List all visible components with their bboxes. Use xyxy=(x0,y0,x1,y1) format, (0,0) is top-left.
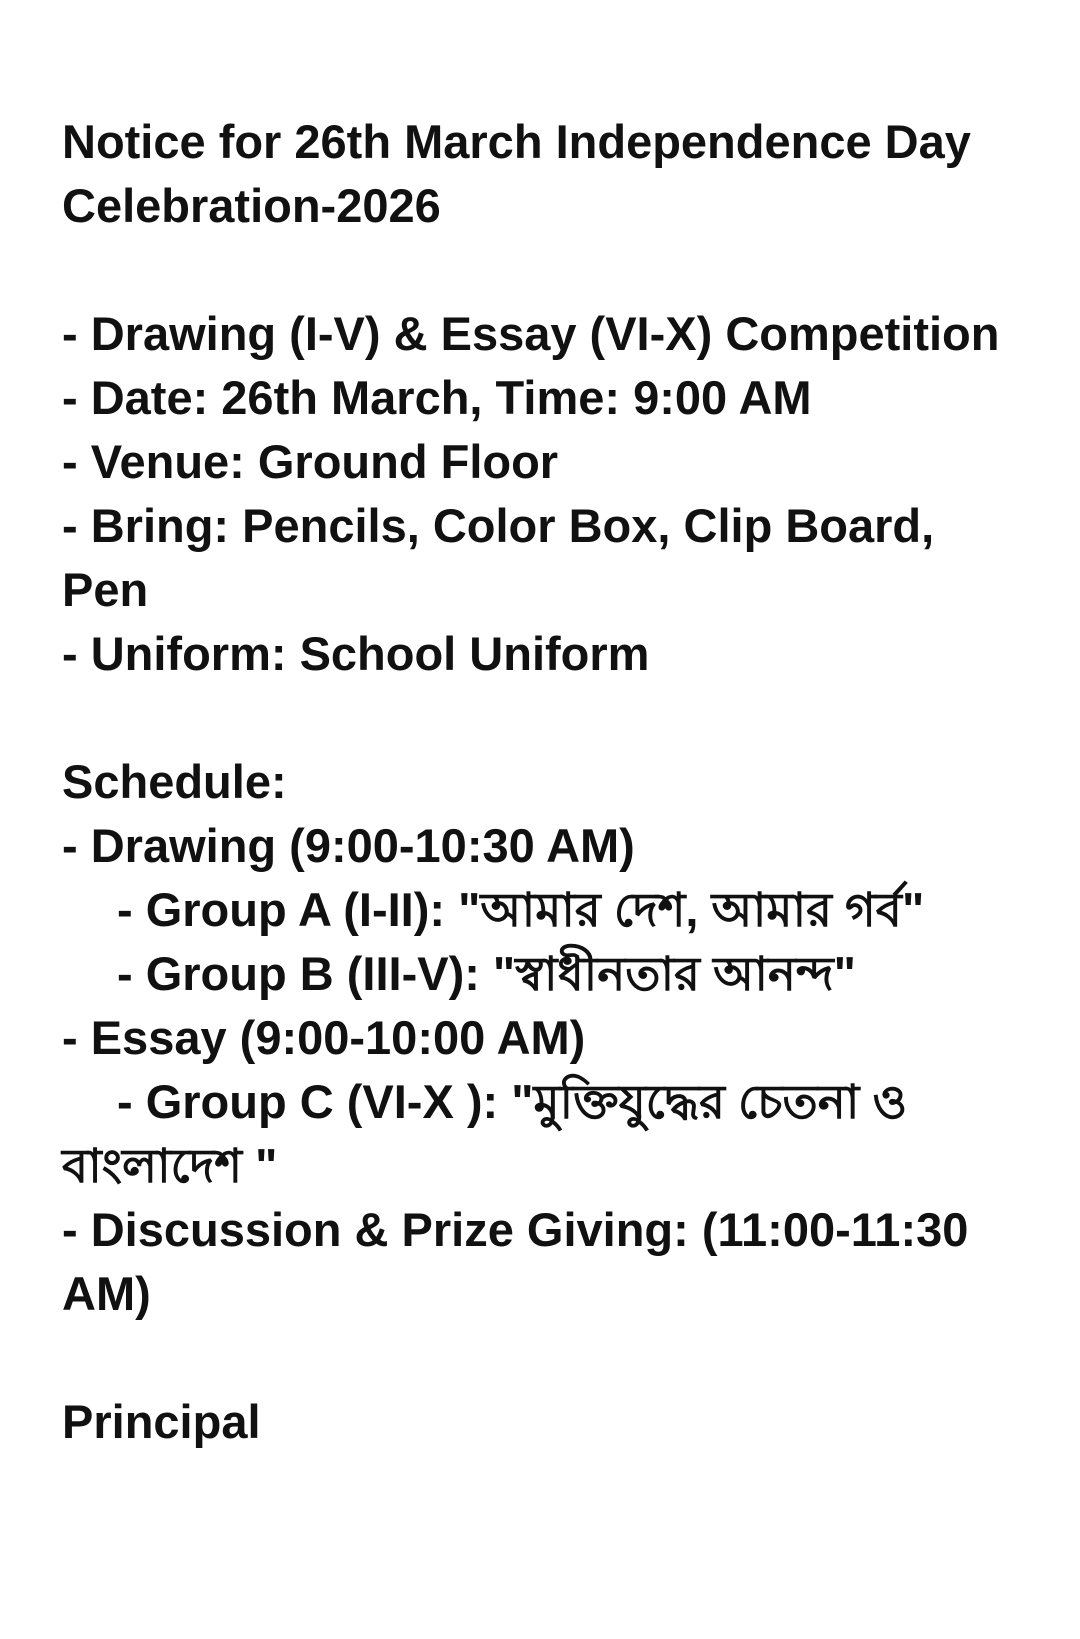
signature: Principal xyxy=(62,1395,261,1448)
detail-bring: - Bring: Pencils, Color Box, Clip Board, xyxy=(62,499,935,552)
schedule-discussion: - Discussion & Prize Giving: (11:00-11:30 xyxy=(62,1203,969,1256)
spacer xyxy=(62,238,1032,302)
schedule-discussion-continued: AM) xyxy=(62,1267,151,1320)
schedule-heading: Schedule: xyxy=(62,755,287,808)
spacer xyxy=(62,686,1032,750)
schedule-group-a: - Group A (I-II): "আমার দেশ, আমার গর্ব" xyxy=(117,883,925,936)
detail-competition: - Drawing (I-V) & Essay (VI-X) Competition xyxy=(62,307,1000,360)
schedule-group-c: - Group C (VI-X ): "মুক্তিযুদ্ধের চেতনা ও xyxy=(117,1075,908,1128)
schedule-drawing: - Drawing (9:00-10:30 AM) xyxy=(62,819,635,872)
detail-date-time: - Date: 26th March, Time: 9:00 AM xyxy=(62,371,812,424)
detail-uniform: - Uniform: School Uniform xyxy=(62,627,650,680)
schedule-group-c-continued: বাংলাদেশ " xyxy=(62,1139,278,1192)
spacer xyxy=(62,1326,1032,1390)
notice xyxy=(62,110,1032,1454)
notice-title-line-1: Notice for 26th March Independence Day xyxy=(62,115,971,168)
notice-title-line-2: Celebration-2026 xyxy=(62,179,441,232)
schedule-group-b: - Group B (III-V): "স্বাধীনতার আনন্দ" xyxy=(117,947,856,1000)
detail-bring-continued: Pen xyxy=(62,563,149,616)
detail-venue: - Venue: Ground Floor xyxy=(62,435,559,488)
schedule-essay: - Essay (9:00-10:00 AM) xyxy=(62,1011,586,1064)
